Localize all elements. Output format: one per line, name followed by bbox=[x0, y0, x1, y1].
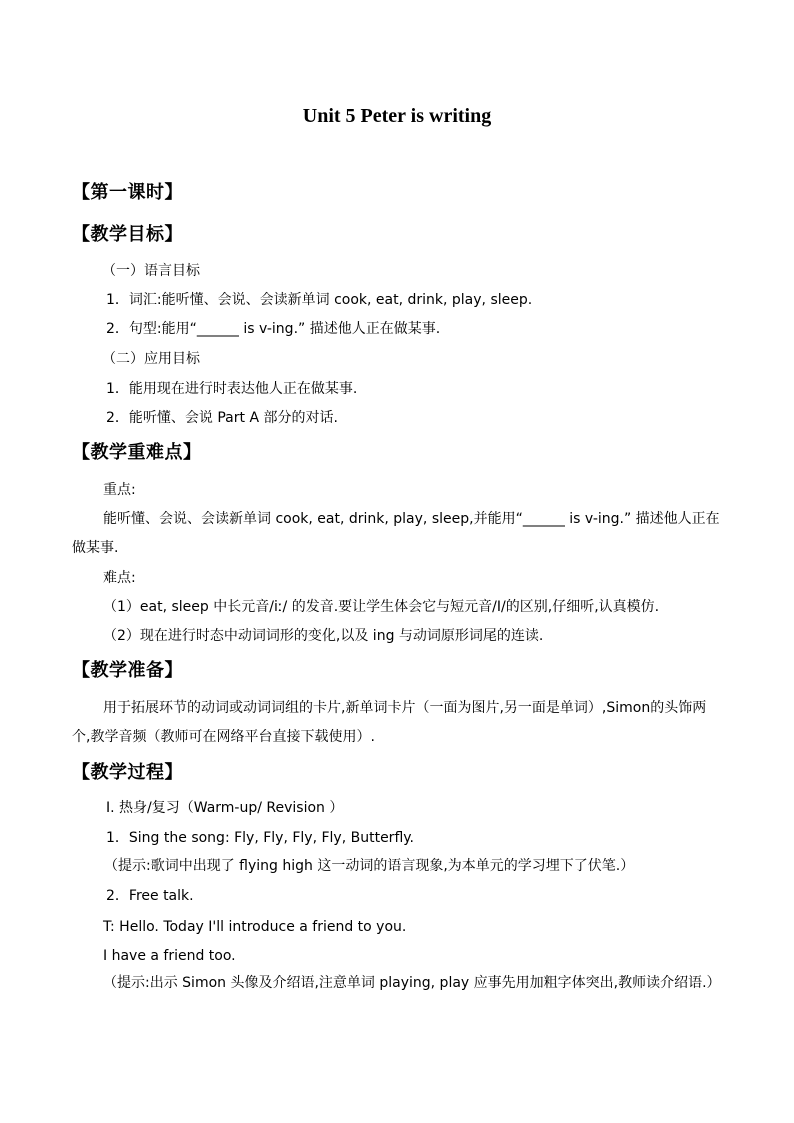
focus-label: 重点: bbox=[103, 482, 136, 498]
objectives-heading: 【教学目标】 bbox=[72, 224, 183, 245]
objective-line: 1．词汇:能听懂、会说、会读新单词 cook, eat, drink, play, sleep. bbox=[106, 292, 533, 308]
process-line: I. 热身/复习（Warm-up/ Revision ） bbox=[106, 800, 344, 816]
key-points-heading: 【教学重难点】 bbox=[72, 442, 202, 463]
objective-line: （一）语言目标 bbox=[102, 263, 200, 279]
focus-text: 能听懂、会说、会读新单词 cook, eat, drink, play, sleep,并能用“______ is v-ing.” 描述他人正在做某事. bbox=[72, 511, 720, 556]
process-line: T: Hello. Today I'll introduce a friend to you. bbox=[103, 919, 407, 935]
document-title: Unit 5 Peter is writing bbox=[302, 105, 492, 127]
objective-line: 2．能听懂、会说 Part A 部分的对话. bbox=[106, 410, 338, 426]
process-line: （提示:歌词中出现了 flying high 这一动词的语言现象,为本单元的学习埋下了伏笔.） bbox=[104, 858, 635, 874]
objective-line: 2．句型:能用“______ is v-ing.” 描述他人正在做某事. bbox=[106, 321, 441, 337]
lesson-heading: 【第一课时】 bbox=[72, 182, 183, 203]
objective-line: （二）应用目标 bbox=[102, 351, 200, 367]
process-line: 2．Free talk. bbox=[106, 888, 194, 904]
difficulty-line: （2）现在进行时态中动词词形的变化,以及 ing 与动词原形词尾的连读. bbox=[103, 628, 544, 644]
preparation-text: 用于拓展环节的动词或动词词组的卡片,新单词卡片（一面为图片,另一面是单词）,Simon的头饰两个,教学音频（教师可在网络平台直接下载使用）. bbox=[72, 700, 707, 745]
difficulty-line: （1）eat, sleep 中长元音/iː/ 的发音.要让学生体会它与短元音/I/的区别,仔细听,认真模仿. bbox=[103, 599, 660, 615]
process-line: I have a friend too. bbox=[103, 948, 236, 964]
objective-line: 1．能用现在进行时表达他人正在做某事. bbox=[106, 381, 358, 397]
preparation-heading: 【教学准备】 bbox=[72, 660, 183, 681]
process-heading: 【教学过程】 bbox=[72, 762, 183, 783]
difficulty-label: 难点: bbox=[103, 570, 136, 586]
process-line: 1．Sing the song: Fly, Fly, Fly, Fly, Butterfly. bbox=[106, 830, 414, 846]
process-note: （提示:出示 Simon 头像及介绍语,注意单词 playing, play 应事先用加粗字体突出,教师读介绍语.） bbox=[103, 975, 721, 991]
